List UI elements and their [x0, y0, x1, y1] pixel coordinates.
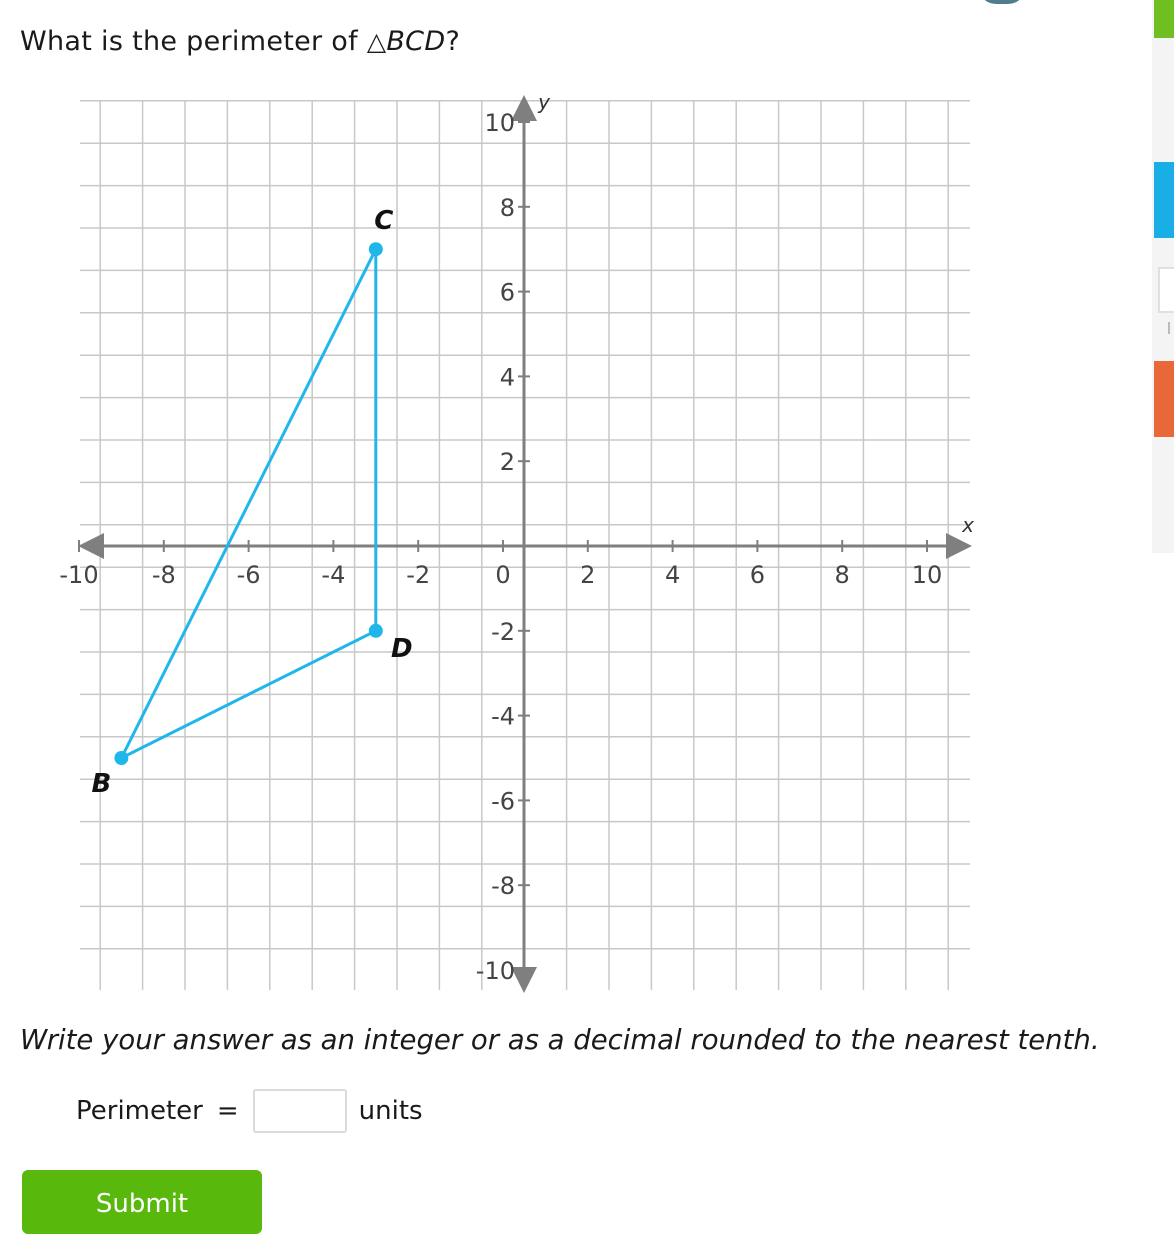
perimeter-input[interactable] — [253, 1089, 347, 1133]
y-axis-label: y — [538, 90, 550, 114]
point-c — [369, 242, 383, 256]
question-prefix: What is the perimeter of — [20, 26, 367, 57]
y-tick-label: -6 — [491, 787, 515, 816]
x-tick-label: 6 — [749, 561, 766, 589]
x-tick-label: 0 — [495, 561, 511, 589]
x-tick-label: -4 — [321, 561, 346, 589]
x-tick-label: -6 — [236, 561, 261, 589]
side-tab-orange[interactable] — [1154, 361, 1174, 437]
answer-row — [76, 1088, 423, 1134]
instruction-text: Write your answer as an integer or as a decimal rounded to the nearest tenth. — [20, 1024, 1100, 1056]
x-tick-label: 2 — [580, 561, 596, 589]
y-tick-label: 4 — [499, 363, 515, 392]
x-tick-label: -2 — [406, 561, 431, 589]
side-tab-blue[interactable] — [1154, 162, 1174, 238]
point-label-c: C — [374, 206, 394, 237]
point-label-d: D — [391, 633, 413, 664]
x-axis-label: x — [962, 513, 974, 537]
point-label-b: B — [91, 769, 112, 799]
y-tick-label: 6 — [499, 278, 515, 307]
y-tick-label: -10 — [475, 957, 515, 985]
submit-button[interactable]: Submit — [22, 1170, 262, 1234]
side-tab-green[interactable] — [1154, 0, 1174, 38]
triangle-bcd — [121, 249, 375, 758]
y-tick-label: 2 — [499, 448, 515, 477]
y-tick-label: -8 — [491, 872, 515, 901]
x-tick-label: 10 — [911, 561, 943, 589]
triangle-symbol: △ — [366, 27, 387, 56]
side-box — [1158, 267, 1174, 313]
x-axis-arrow-left — [78, 533, 104, 559]
x-tick-label: 4 — [664, 561, 681, 589]
question-suffix: ? — [445, 26, 461, 57]
side-mark — [1168, 322, 1170, 334]
perimeter-label: Perimeter — [76, 1096, 203, 1126]
y-tick-label: -4 — [491, 702, 515, 731]
x-tick-label: 8 — [834, 561, 850, 589]
y-tick-label: 8 — [499, 193, 515, 222]
x-tick-label: -10 — [59, 561, 99, 589]
x-tick-label: -8 — [151, 561, 176, 589]
y-tick-label: 10 — [484, 109, 515, 137]
y-tick-label: -2 — [491, 617, 515, 646]
units-label: units — [358, 1096, 423, 1126]
shape-name: BCD — [386, 26, 446, 57]
equals-sign: = — [216, 1096, 239, 1126]
point-b — [114, 751, 128, 765]
point-d — [369, 624, 383, 638]
